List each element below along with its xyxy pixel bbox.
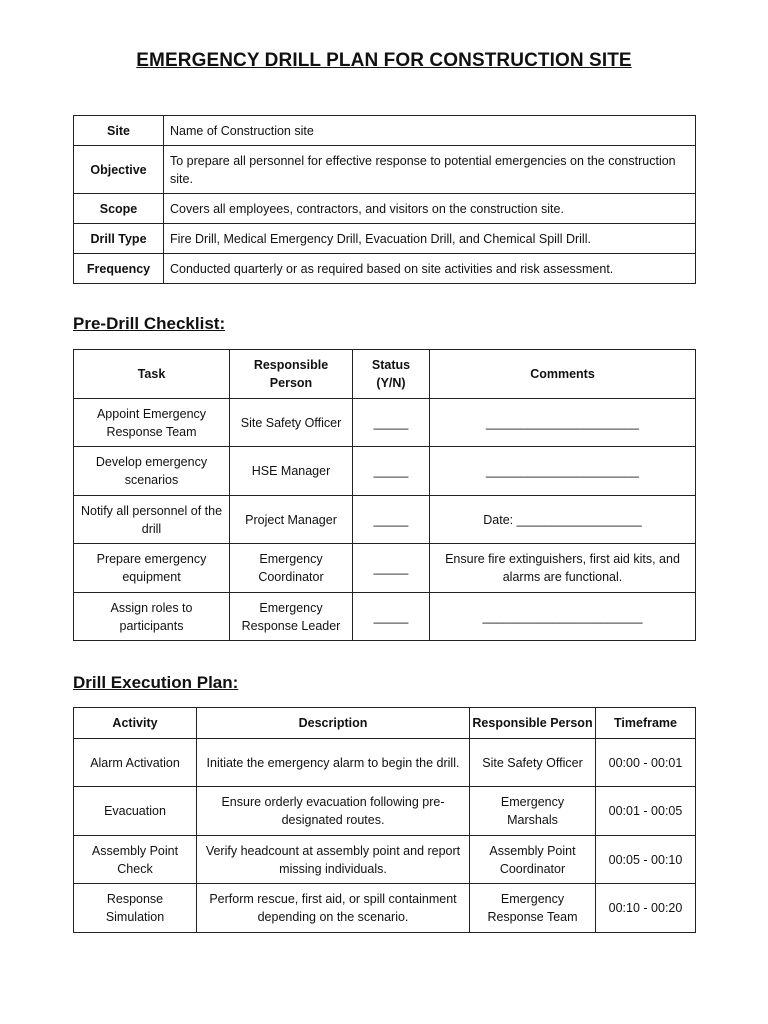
- checklist-person: Project Manager: [230, 496, 353, 544]
- execution-header-timeframe: Timeframe: [596, 708, 696, 739]
- page-title: EMERGENCY DRILL PLAN FOR CONSTRUCTION SITE: [136, 50, 632, 71]
- drill-type-value: Fire Drill, Medical Emergency Drill, Evacuation Drill, and Chemical Spill Drill.: [164, 224, 696, 254]
- site-value: Name of Construction site: [164, 116, 696, 146]
- checklist-status: _____: [353, 447, 430, 496]
- checklist-comments: _______________________: [430, 593, 696, 641]
- overview-row-frequency: [74, 254, 696, 284]
- checklist-status: _____: [353, 496, 430, 544]
- overview-row-site: [74, 116, 696, 146]
- checklist-comments: ______________________: [430, 447, 696, 496]
- table-row: [74, 544, 696, 593]
- execution-activity: Alarm Activation: [74, 739, 197, 787]
- execution-activity: Response Simulation: [74, 884, 197, 933]
- pre-drill-checklist-table: [73, 349, 696, 641]
- table-row: [74, 447, 696, 496]
- checklist-header-row: [74, 350, 696, 399]
- execution-person: Emergency Marshals: [470, 787, 596, 836]
- site-label: Site: [74, 116, 164, 146]
- drill-execution-plan-heading: Drill Execution Plan:: [73, 673, 239, 692]
- objective-value: To prepare all personnel for effective response to potential emergencies on the construction site.: [164, 146, 696, 194]
- scope-label: Scope: [74, 194, 164, 224]
- checklist-person: Emergency Coordinator: [230, 544, 353, 593]
- execution-person: Site Safety Officer: [470, 739, 596, 787]
- scope-value: Covers all employees, contractors, and visitors on the construction site.: [164, 194, 696, 224]
- checklist-status: _____: [353, 544, 430, 593]
- execution-timeframe: 00:00 - 00:01: [596, 739, 696, 787]
- overview-row-scope: [74, 194, 696, 224]
- table-row: [74, 884, 696, 933]
- execution-header-description: Description: [197, 708, 470, 739]
- checklist-header-status: Status (Y/N): [353, 350, 430, 399]
- execution-activity: Assembly Point Check: [74, 836, 197, 884]
- checklist-task: Assign roles to participants: [74, 593, 230, 641]
- execution-timeframe: 00:10 - 00:20: [596, 884, 696, 933]
- drill-type-label: Drill Type: [74, 224, 164, 254]
- checklist-person: Emergency Response Leader: [230, 593, 353, 641]
- frequency-value: Conducted quarterly or as required based on site activities and risk assessment.: [164, 254, 696, 284]
- execution-timeframe: 00:05 - 00:10: [596, 836, 696, 884]
- checklist-comments: Date: __________________: [430, 496, 696, 544]
- checklist-person: Site Safety Officer: [230, 399, 353, 447]
- execution-header-row: [74, 708, 696, 739]
- execution-activity: Evacuation: [74, 787, 197, 836]
- execution-timeframe: 00:01 - 00:05: [596, 787, 696, 836]
- overview-table: [73, 115, 696, 284]
- execution-description: Ensure orderly evacuation following pre-designated routes.: [197, 787, 470, 836]
- execution-person: Emergency Response Team: [470, 884, 596, 933]
- checklist-task: Prepare emergency equipment: [74, 544, 230, 593]
- checklist-header-person: Responsible Person: [230, 350, 353, 399]
- checklist-comments: ______________________: [430, 399, 696, 447]
- execution-header-person: Responsible Person: [470, 708, 596, 739]
- table-row: [74, 399, 696, 447]
- overview-row-objective: [74, 146, 696, 194]
- execution-description: Initiate the emergency alarm to begin the drill.: [197, 739, 470, 787]
- overview-row-drill-type: [74, 224, 696, 254]
- checklist-status: _____: [353, 399, 430, 447]
- table-row: [74, 593, 696, 641]
- table-row: [74, 496, 696, 544]
- table-row: [74, 787, 696, 836]
- checklist-status: _____: [353, 593, 430, 641]
- checklist-task: Develop emergency scenarios: [74, 447, 230, 496]
- execution-header-activity: Activity: [74, 708, 197, 739]
- checklist-header-comments: Comments: [430, 350, 696, 399]
- frequency-label: Frequency: [74, 254, 164, 284]
- objective-label: Objective: [74, 146, 164, 194]
- table-row: [74, 739, 696, 787]
- drill-execution-plan-table: [73, 707, 696, 933]
- checklist-task: Notify all personnel of the drill: [74, 496, 230, 544]
- execution-description: Verify headcount at assembly point and report missing individuals.: [197, 836, 470, 884]
- checklist-task: Appoint Emergency Response Team: [74, 399, 230, 447]
- execution-person: Assembly Point Coordinator: [470, 836, 596, 884]
- checklist-header-task: Task: [74, 350, 230, 399]
- execution-description: Perform rescue, first aid, or spill containment depending on the scenario.: [197, 884, 470, 933]
- checklist-comments: Ensure fire extinguishers, first aid kits, and alarms are functional.: [430, 544, 696, 593]
- table-row: [74, 836, 696, 884]
- pre-drill-checklist-heading: Pre-Drill Checklist:: [73, 314, 226, 333]
- checklist-person: HSE Manager: [230, 447, 353, 496]
